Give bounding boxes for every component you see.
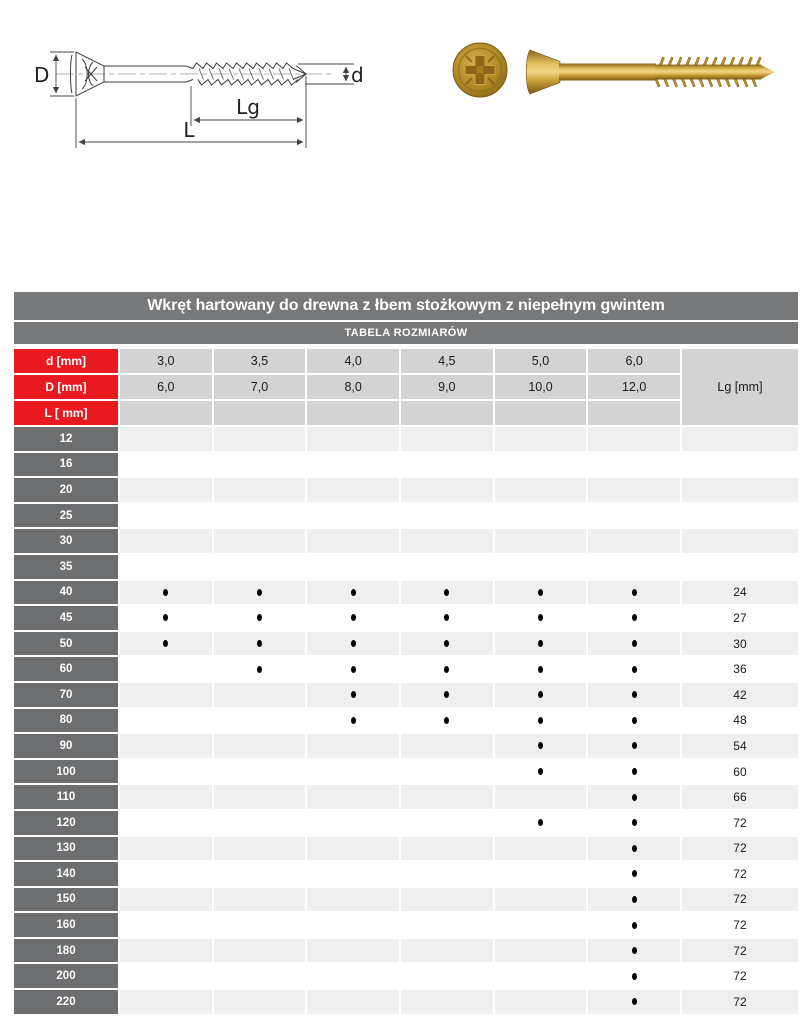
size-cell <box>120 504 212 528</box>
length-label-130: 130 <box>14 837 118 861</box>
size-cell <box>120 760 212 784</box>
L-header-blank <box>495 401 587 425</box>
size-cell <box>495 478 587 502</box>
size-cell <box>588 760 680 784</box>
length-label-16: 16 <box>14 453 118 477</box>
size-cell <box>120 964 212 988</box>
length-label-35: 35 <box>14 555 118 579</box>
size-grid <box>14 349 798 1014</box>
size-cell <box>307 427 399 451</box>
size-cell <box>588 529 680 553</box>
availability-dot <box>632 947 637 954</box>
size-cell <box>120 709 212 733</box>
size-cell <box>214 529 306 553</box>
size-cell <box>307 760 399 784</box>
size-cell <box>307 785 399 809</box>
lg-value: 72 <box>682 964 798 988</box>
length-label-180: 180 <box>14 939 118 963</box>
lg-value: 27 <box>682 606 798 630</box>
D-value-5: 12,0 <box>588 375 680 399</box>
size-cell <box>120 888 212 912</box>
size-cell <box>120 785 212 809</box>
size-cell <box>120 862 212 886</box>
size-cell <box>401 888 493 912</box>
size-cell <box>401 785 493 809</box>
size-cell <box>214 632 306 656</box>
lg-value: 54 <box>682 734 798 758</box>
size-cell <box>401 657 493 681</box>
size-cell <box>307 683 399 707</box>
size-cell <box>214 657 306 681</box>
length-label-150: 150 <box>14 888 118 912</box>
size-cell <box>495 964 587 988</box>
lg-header: Lg [mm] <box>682 349 798 425</box>
size-cell <box>495 760 587 784</box>
size-cell <box>588 862 680 886</box>
size-cell <box>401 734 493 758</box>
availability-dot <box>351 640 356 647</box>
size-cell <box>214 606 306 630</box>
availability-dot <box>632 640 637 647</box>
availability-dot <box>351 614 356 621</box>
size-cell <box>307 453 399 477</box>
size-cell <box>588 990 680 1014</box>
size-cell <box>401 837 493 861</box>
lg-value: 30 <box>682 632 798 656</box>
row-header-D: D [mm] <box>14 375 118 399</box>
d-value-1: 3,5 <box>214 349 306 373</box>
size-cell <box>120 555 212 579</box>
availability-dot <box>632 666 637 673</box>
size-cell <box>401 581 493 605</box>
availability-dot <box>538 717 543 724</box>
length-label-90: 90 <box>14 734 118 758</box>
size-cell <box>120 606 212 630</box>
d-value-3: 4,5 <box>401 349 493 373</box>
availability-dot <box>538 819 543 826</box>
technical-drawing <box>0 2 406 162</box>
table-title-bar <box>14 292 798 320</box>
size-cell <box>214 862 306 886</box>
size-cell <box>307 862 399 886</box>
availability-dot <box>632 870 637 877</box>
size-cell <box>401 939 493 963</box>
size-cell <box>495 862 587 886</box>
length-label-60: 60 <box>14 657 118 681</box>
size-cell <box>307 632 399 656</box>
size-cell <box>307 939 399 963</box>
availability-dot <box>632 589 637 596</box>
size-cell <box>588 913 680 937</box>
lg-value: 36 <box>682 657 798 681</box>
size-cell <box>307 555 399 579</box>
availability-dot <box>163 589 168 596</box>
size-cell <box>495 913 587 937</box>
size-cell <box>214 888 306 912</box>
size-cell <box>588 785 680 809</box>
size-cell <box>588 504 680 528</box>
size-cell <box>495 555 587 579</box>
size-cell <box>307 606 399 630</box>
lg-value: 72 <box>682 837 798 861</box>
size-cell <box>214 504 306 528</box>
D-value-1: 7,0 <box>214 375 306 399</box>
size-cell <box>588 657 680 681</box>
availability-dot <box>351 717 356 724</box>
size-cell <box>214 555 306 579</box>
length-label-50: 50 <box>14 632 118 656</box>
lg-value: 72 <box>682 939 798 963</box>
size-cell <box>120 734 212 758</box>
availability-dot <box>538 614 543 621</box>
length-label-110: 110 <box>14 785 118 809</box>
size-cell <box>401 964 493 988</box>
length-label-200: 200 <box>14 964 118 988</box>
lg-value: 72 <box>682 888 798 912</box>
size-cell <box>401 606 493 630</box>
availability-dot <box>538 666 543 673</box>
availability-dot <box>444 666 449 673</box>
size-cell <box>588 734 680 758</box>
size-cell <box>588 683 680 707</box>
availability-dot <box>257 640 262 647</box>
size-cell <box>495 529 587 553</box>
availability-dot <box>351 666 356 673</box>
size-cell <box>495 785 587 809</box>
table-title: Wkręt hartowany do drewna z łbem stożkowym z niepełnym gwintem <box>147 297 665 314</box>
size-cell <box>307 504 399 528</box>
size-cell <box>307 913 399 937</box>
size-cell <box>307 811 399 835</box>
size-cell <box>495 734 587 758</box>
d-value-0: 3,0 <box>120 349 212 373</box>
dimension-lines <box>50 52 354 148</box>
size-cell <box>495 606 587 630</box>
size-cell <box>495 504 587 528</box>
availability-dot <box>163 614 168 621</box>
L-header-blank <box>401 401 493 425</box>
size-cell <box>401 427 493 451</box>
size-cell <box>495 453 587 477</box>
size-cell <box>588 888 680 912</box>
size-cell <box>588 555 680 579</box>
length-label-80: 80 <box>14 709 118 733</box>
D-value-2: 8,0 <box>307 375 399 399</box>
size-cell <box>214 939 306 963</box>
availability-dot <box>632 819 637 826</box>
size-cell <box>495 888 587 912</box>
size-cell <box>214 427 306 451</box>
table-subtitle-bar <box>14 322 798 344</box>
availability-dot <box>632 998 637 1005</box>
size-cell <box>495 581 587 605</box>
size-cell <box>307 478 399 502</box>
size-cell <box>307 837 399 861</box>
lg-value: 72 <box>682 862 798 886</box>
availability-dot <box>538 742 543 749</box>
screw-photo <box>438 30 788 125</box>
length-label-25: 25 <box>14 504 118 528</box>
size-cell <box>401 990 493 1014</box>
size-cell <box>588 581 680 605</box>
size-cell <box>588 837 680 861</box>
L-header-blank <box>120 401 212 425</box>
lg-value: 48 <box>682 709 798 733</box>
length-label-220: 220 <box>14 990 118 1014</box>
size-cell <box>588 964 680 988</box>
availability-dot <box>538 768 543 775</box>
L-header-blank <box>588 401 680 425</box>
size-cell <box>214 811 306 835</box>
size-cell <box>120 990 212 1014</box>
size-cell <box>214 478 306 502</box>
lg-value: 72 <box>682 811 798 835</box>
dim-label-shank-diameter: d <box>351 63 364 87</box>
size-cell <box>588 632 680 656</box>
size-cell <box>588 478 680 502</box>
d-value-5: 6,0 <box>588 349 680 373</box>
availability-dot <box>632 922 637 929</box>
size-cell <box>214 964 306 988</box>
availability-dot <box>163 640 168 647</box>
length-label-20: 20 <box>14 478 118 502</box>
size-cell <box>120 453 212 477</box>
size-cell <box>401 504 493 528</box>
size-cell <box>401 632 493 656</box>
lg-value <box>682 427 798 451</box>
size-cell <box>307 888 399 912</box>
availability-dot <box>632 845 637 852</box>
size-cell <box>401 760 493 784</box>
availability-dot <box>632 742 637 749</box>
size-cell <box>120 657 212 681</box>
size-cell <box>588 939 680 963</box>
availability-dot <box>351 589 356 596</box>
length-label-12: 12 <box>14 427 118 451</box>
size-cell <box>120 529 212 553</box>
availability-dot <box>257 666 262 673</box>
size-cell <box>401 862 493 886</box>
length-label-70: 70 <box>14 683 118 707</box>
size-cell <box>495 657 587 681</box>
size-cell <box>120 683 212 707</box>
availability-dot <box>444 640 449 647</box>
size-cell <box>495 837 587 861</box>
L-header-blank <box>214 401 306 425</box>
size-cell <box>588 427 680 451</box>
size-cell <box>307 581 399 605</box>
lg-value: 24 <box>682 581 798 605</box>
d-value-4: 5,0 <box>495 349 587 373</box>
size-cell <box>120 811 212 835</box>
availability-dot <box>632 896 637 903</box>
size-cell <box>495 811 587 835</box>
size-cell <box>307 709 399 733</box>
size-cell <box>214 837 306 861</box>
size-cell <box>307 529 399 553</box>
availability-dot <box>632 614 637 621</box>
lg-value: 72 <box>682 990 798 1014</box>
size-cell <box>214 734 306 758</box>
size-cell <box>120 913 212 937</box>
row-header-d: d [mm] <box>14 349 118 373</box>
size-cell <box>307 964 399 988</box>
size-cell <box>214 709 306 733</box>
size-cell <box>495 939 587 963</box>
size-cell <box>307 990 399 1014</box>
dim-label-thread-length: Lg <box>236 95 260 119</box>
lg-value: 72 <box>682 913 798 937</box>
availability-dot <box>632 717 637 724</box>
availability-dot <box>538 640 543 647</box>
availability-dot <box>444 691 449 698</box>
availability-dot <box>257 589 262 596</box>
size-cell <box>214 785 306 809</box>
size-cell <box>214 990 306 1014</box>
length-label-120: 120 <box>14 811 118 835</box>
size-cell <box>401 478 493 502</box>
availability-dot <box>538 589 543 596</box>
lg-value: 42 <box>682 683 798 707</box>
L-header-blank <box>307 401 399 425</box>
availability-dot <box>538 691 543 698</box>
availability-dot <box>257 614 262 621</box>
availability-dot <box>632 691 637 698</box>
size-cell <box>495 683 587 707</box>
availability-dot <box>351 691 356 698</box>
lg-value <box>682 478 798 502</box>
size-cell <box>120 939 212 963</box>
D-value-4: 10,0 <box>495 375 587 399</box>
screw-side-view <box>526 50 775 94</box>
size-cell <box>588 811 680 835</box>
dim-label-total-length: L <box>183 118 195 142</box>
size-cell <box>401 555 493 579</box>
size-cell <box>588 606 680 630</box>
table-subtitle: TABELA ROZMIARÓW <box>344 327 468 339</box>
size-cell <box>214 453 306 477</box>
lg-value: 60 <box>682 760 798 784</box>
size-cell <box>120 478 212 502</box>
size-cell <box>495 709 587 733</box>
lg-value <box>682 453 798 477</box>
size-cell <box>120 581 212 605</box>
length-label-160: 160 <box>14 913 118 937</box>
availability-dot <box>632 794 637 801</box>
length-label-45: 45 <box>14 606 118 630</box>
size-cell <box>588 453 680 477</box>
availability-dot <box>444 614 449 621</box>
D-value-0: 6,0 <box>120 375 212 399</box>
size-cell <box>401 709 493 733</box>
size-cell <box>120 837 212 861</box>
size-cell <box>307 657 399 681</box>
size-cell <box>120 427 212 451</box>
length-label-140: 140 <box>14 862 118 886</box>
size-cell <box>401 529 493 553</box>
size-cell <box>307 734 399 758</box>
size-cell <box>214 581 306 605</box>
d-value-2: 4,0 <box>307 349 399 373</box>
D-value-3: 9,0 <box>401 375 493 399</box>
lg-value: 66 <box>682 785 798 809</box>
lg-value <box>682 555 798 579</box>
size-cell <box>214 913 306 937</box>
availability-dot <box>632 768 637 775</box>
availability-dot <box>444 589 449 596</box>
length-label-100: 100 <box>14 760 118 784</box>
lg-value <box>682 504 798 528</box>
size-cell <box>588 709 680 733</box>
screw-head-top-view <box>453 43 507 97</box>
availability-dot <box>444 717 449 724</box>
size-cell <box>495 427 587 451</box>
size-cell <box>401 683 493 707</box>
length-label-30: 30 <box>14 529 118 553</box>
lg-value <box>682 529 798 553</box>
size-cell <box>120 632 212 656</box>
dim-label-head-diameter: D <box>34 63 50 87</box>
size-table <box>14 292 798 1014</box>
size-cell <box>214 683 306 707</box>
size-cell <box>495 990 587 1014</box>
size-cell <box>495 632 587 656</box>
row-header-L: L [ mm] <box>14 401 118 425</box>
size-cell <box>401 913 493 937</box>
length-label-40: 40 <box>14 581 118 605</box>
availability-dot <box>632 973 637 980</box>
size-cell <box>214 760 306 784</box>
size-cell <box>401 453 493 477</box>
size-cell <box>401 811 493 835</box>
